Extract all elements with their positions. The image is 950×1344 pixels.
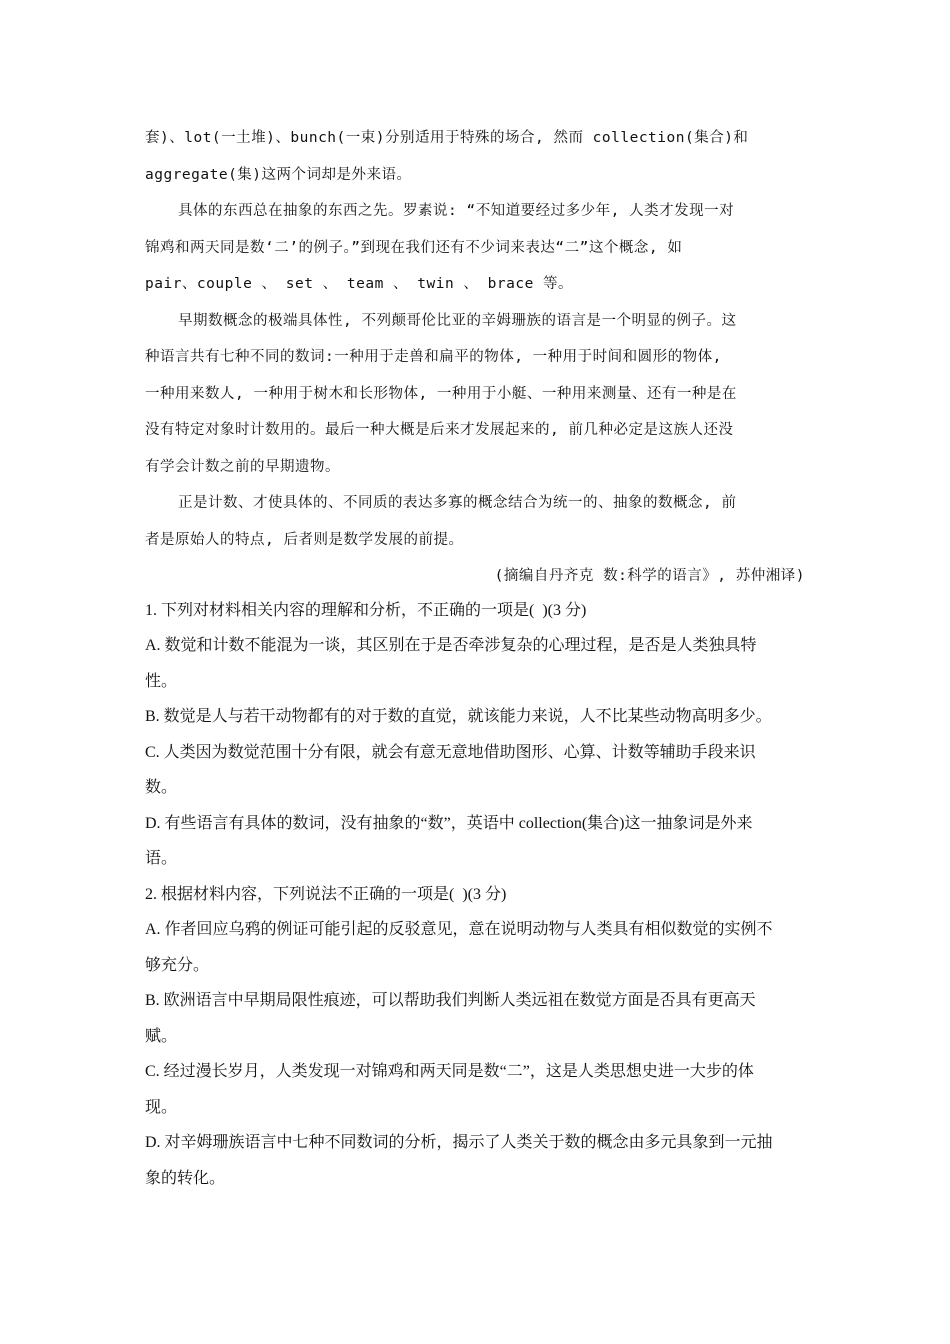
- question-2-option-a: A. 作者回应乌鸦的例证可能引起的反驳意见，意在说明动物与人类具有相似数觉的实例不: [145, 921, 773, 938]
- passage-line: 没有特定对象时计数用的。最后一种大概是后来才发展起来的, 前几种必定是这族人还没: [145, 422, 734, 438]
- question-1-option-c-cont: 数。: [145, 779, 178, 796]
- passage-line: 种语言共有七种不同的数词:一种用于走兽和扁平的物体, 一种用于时间和圆形的物体,: [145, 349, 722, 365]
- question-1-option-a: A. 数觉和计数不能混为一谈，其区别在于是否牵涉复杂的心理过程，是否是人类独具特: [145, 637, 757, 654]
- passage-line: 有学会计数之前的早期遗物。: [145, 459, 340, 475]
- passage-line: 套)、lot(一土堆)、bunch(一束)分别适用于特殊的场合, 然而 collection(集合)和: [145, 130, 749, 146]
- question-1-stem: 1. 下列对材料相关内容的理解和分析，不正确的一项是( )(3 分): [145, 602, 587, 619]
- passage-line: pair、couple 、 set 、 team 、 twin 、 brace 等。: [145, 276, 574, 292]
- question-2-stem: 2. 根据材料内容，下列说法不正确的一项是( )(3 分): [145, 886, 507, 903]
- question-1-option-d-cont: 语。: [145, 850, 178, 867]
- passage-line: 早期数概念的极端具体性, 不列颠哥伦比亚的辛姆珊族的语言是一个明显的例子。这: [178, 313, 737, 329]
- question-2-option-d: D. 对辛姆珊族语言中七种不同数词的分析，揭示了人类关于数的概念由多元具象到一元抽: [145, 1134, 773, 1151]
- question-2-option-d-cont: 象的转化。: [145, 1170, 226, 1187]
- question-2-option-c-cont: 现。: [145, 1099, 178, 1116]
- passage-line: 者是原始人的特点, 后者则是数学发展的前提。: [145, 532, 464, 548]
- question-1-option-d: D. 有些语言有具体的数词，没有抽象的“数”，英语中 collection(集合)这一抽象词是外来: [145, 815, 753, 832]
- passage-line: 具体的东西总在抽象的东西之先。罗素说: “不知道要经过多少年, 人类才发现一对: [178, 203, 735, 219]
- question-2-option-a-cont: 够充分。: [145, 957, 210, 974]
- question-2-option-c: C. 经过漫长岁月，人类发现一对锦鸡和两天同是数“二”，这是人类思想史进一大步的体: [145, 1063, 754, 1080]
- passage-line: 正是计数、才使具体的、不同质的表达多寡的概念结合为统一的、抽象的数概念, 前: [178, 495, 737, 511]
- passage-line: aggregate(集)这两个词却是外来语。: [145, 167, 412, 183]
- passage-line: 一种用来数人, 一种用于树木和长形物体, 一种用于小艇、一种用来测量、还有一种是在: [145, 386, 737, 402]
- question-1-option-b: B. 数觉是人与若干动物都有的对于数的直觉，就该能力来说，人不比某些动物高明多少。: [145, 708, 772, 725]
- question-2-option-b-cont: 赋。: [145, 1028, 178, 1045]
- question-2-option-b: B. 欧洲语言中早期局限性痕迹，可以帮助我们判断人类远祖在数觉方面是否具有更高天: [145, 992, 756, 1009]
- source-citation: (摘编自丹齐克 数:科学的语言》, 苏仲湘译): [494, 568, 805, 584]
- passage-line: 锦鸡和两天同是数‘二’的例子。”到现在我们还有不少词来表达“二”这个概念, 如: [145, 240, 683, 256]
- question-1-option-c: C. 人类因为数觉范围十分有限，就会有意无意地借助图形、心算、计数等辅助手段来识: [145, 744, 756, 761]
- question-1-option-a-cont: 性。: [145, 673, 178, 690]
